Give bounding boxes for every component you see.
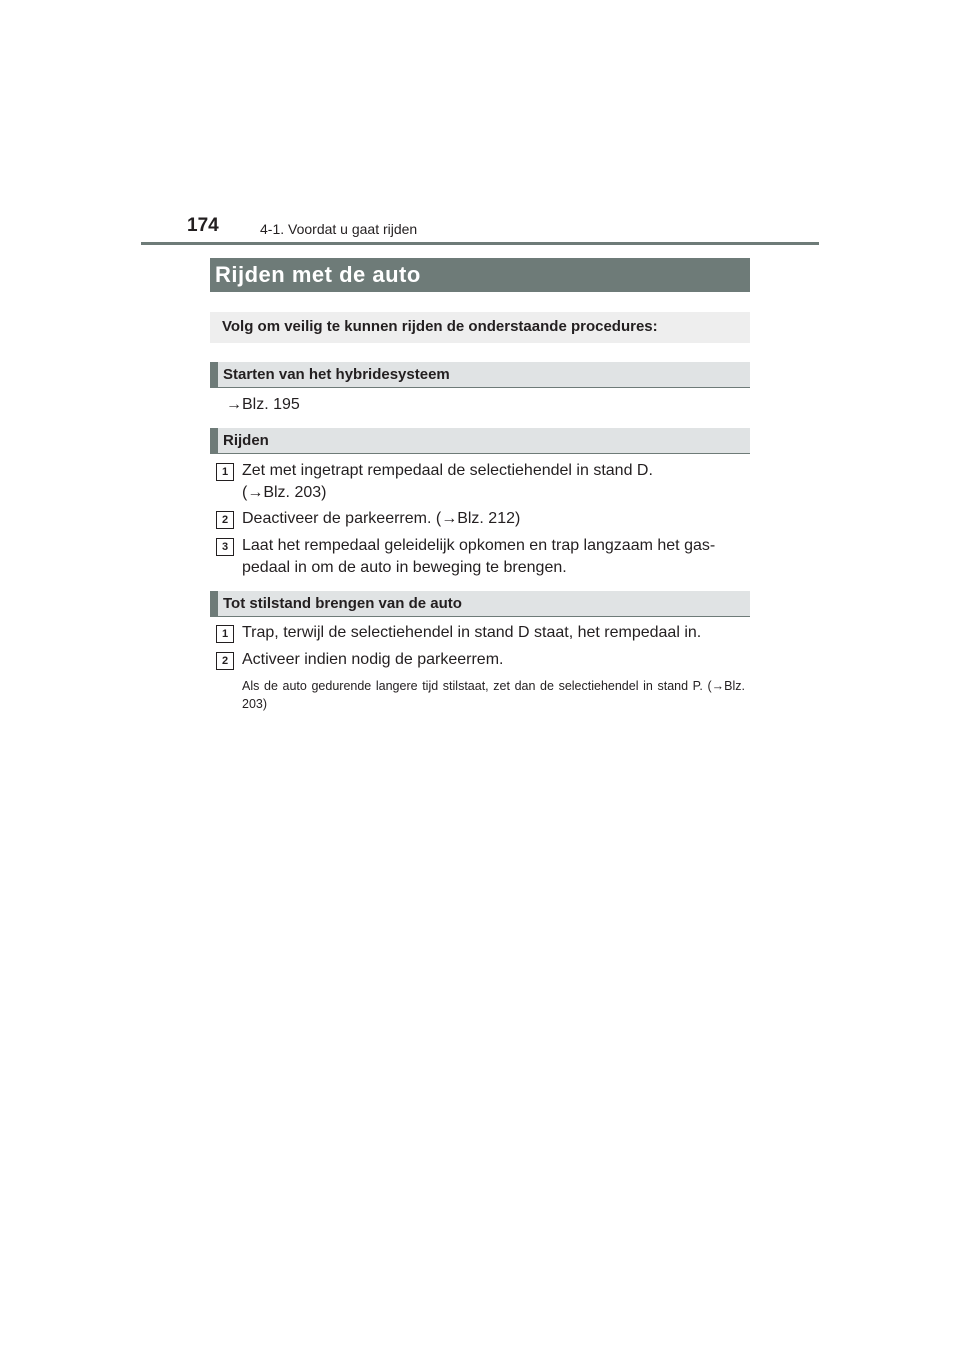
section-heading-stopping: Tot stilstand brengen van de auto bbox=[210, 591, 750, 617]
section-heading-driving: Rijden bbox=[210, 428, 750, 454]
chapter-title: 4-1. Voordat u gaat rijden bbox=[260, 221, 418, 237]
step-text: Zet met ingetrapt rempedaal de selectiehendel in stand D. (→Blz. 203) bbox=[242, 462, 653, 501]
note-text: Als de auto gedurende langere tijd stilstaat, zet dan de selectiehendel in stand P. (→Blz. 203) bbox=[242, 679, 745, 711]
step-text: Deactiveer de parkeerrem. (→Blz. 212) bbox=[242, 510, 521, 527]
step-number: 2 bbox=[216, 652, 234, 670]
step-number: 3 bbox=[216, 538, 234, 556]
step-number: 2 bbox=[216, 511, 234, 529]
start-reference: →Blz. 195 bbox=[226, 396, 300, 413]
step-text: Activeer indien nodig de parkeerrem. bbox=[242, 651, 504, 668]
step-text: Laat het rempedaal geleidelijk opkomen en trap langzaam het gas-pedaal in om de auto in beweging te brengen. bbox=[242, 537, 716, 576]
step-text: Trap, terwijl de selectiehendel in stand D staat, het rempedaal in. bbox=[242, 624, 702, 641]
step-number: 1 bbox=[216, 463, 234, 481]
header-rule bbox=[141, 242, 819, 245]
section-heading-start: Starten van het hybridesysteem bbox=[210, 362, 750, 388]
intro-box: Volg om veilig te kunnen rijden de onderstaande procedures: bbox=[210, 312, 750, 343]
page-title: Rijden met de auto bbox=[210, 258, 750, 292]
page-number: 174 bbox=[187, 215, 219, 236]
step-number: 1 bbox=[216, 625, 234, 643]
